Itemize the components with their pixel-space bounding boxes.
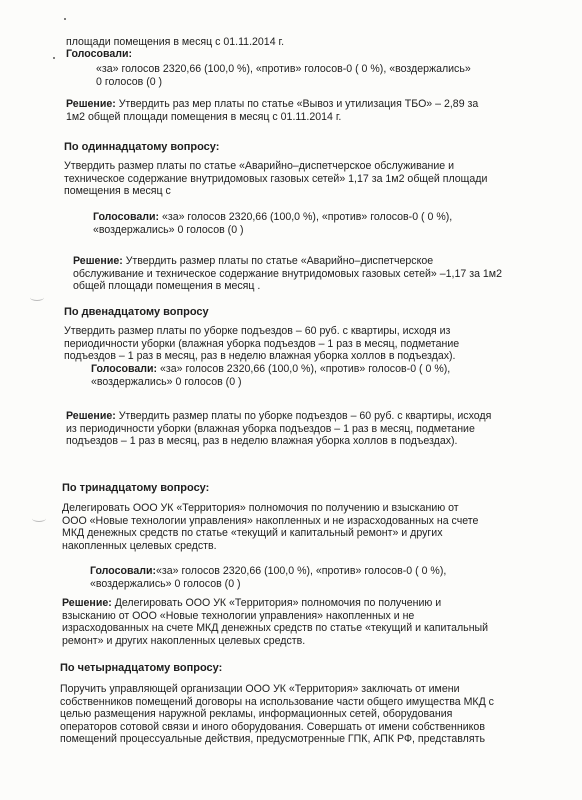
voting-label: Голосовали: bbox=[66, 48, 133, 60]
question-text: Поручить управляющей организации ООО УК «Территория» заключать от имени собственников помещений договоры на использование части общего имущества МКД с целью размещения наружной рекламы, информационных сетей, оборудования операторов сотовой связи и иного оборудования. Совершать от имени собственников помещений процессуальные действия, предусмотренные ГПК, АПК РФ, представлять bbox=[60, 683, 494, 746]
voting-result: Голосовали: «за» голосов 2320,66 (100,0 %), «против» голосов-0 ( 0 %), «воздержались» 0 голосов (0 ) bbox=[93, 211, 453, 236]
section-heading-14: По четырнадцатому вопросу: bbox=[60, 662, 223, 674]
section-heading-12: По двенадцатому вопросу bbox=[64, 306, 209, 318]
decision-paragraph: Решение: Утвердить размер платы по уборке подъездов – 60 руб. с квартиры, исходя из периодичности уборки (влажная уборка подъездов – 1 раз в месяц, подметание подъездов – 1 раз в месяц, раз в неделю влажная уборка холлов в подъездах). bbox=[66, 410, 492, 448]
voting-result: Голосовали: «за» голосов 2320,66 (100,0 %), «против» голосов-0 ( 0 %), «воздержались» 0 голосов (0 ) bbox=[91, 363, 451, 388]
question-text: Утвердить размер платы по статье «Аварийно–диспетчерское обслуживание и техническое содержание внутридомовых газовых сетей» 1,17 за 1м2 общей площади помещения в месяц с bbox=[64, 160, 488, 198]
paragraph-continued: площади помещения в месяц с 01.11.2014 г. bbox=[66, 36, 285, 48]
scan-speck bbox=[53, 57, 55, 59]
question-text: Делегировать ООО УК «Территория» полномочия по получению и взысканию от ООО «Новые технологии управления» накопленных и не израсходованных на счете МКД денежных средств по статье «текущий и капитальный ремонт» и других накопленных целевых средств. bbox=[62, 502, 479, 552]
voting-result: «за» голосов 2320,66 (100,0 %), «против» голосов-0 ( 0 %), «воздержались» 0 голосов (0 ) bbox=[96, 63, 471, 88]
scan-speck bbox=[64, 18, 66, 20]
voting-label: Голосовали: bbox=[91, 363, 158, 375]
decision-paragraph: Решение: Делегировать ООО УК «Территория» полномочия по получению и взысканию от ООО «Новые технологии управления» накопленных и не израсходованных на счете МКД денежных средств по статье «текущий и капитальный ремонт» и других накопленных целевых средств. bbox=[62, 597, 489, 647]
decision-label: Решение: bbox=[73, 255, 123, 267]
punch-hole-mark bbox=[30, 294, 44, 301]
voting-label: Голосовали: bbox=[90, 565, 157, 577]
section-heading-11: По одиннадцатому вопросу: bbox=[64, 141, 220, 153]
question-text: Утвердить размер платы по уборке подъездов – 60 руб. с квартиры, исходя из периодичности уборки (влажная уборка подъездов – 1 раз в месяц, подметание подъездов – 1 раз в месяц, раз в неделю влажная уборка холлов в подъездах). bbox=[64, 325, 460, 363]
voting-result: Голосовали:«за» голосов 2320,66 (100,0 %), «против» голосов-0 ( 0 %), «воздержались» 0 голосов (0 ) bbox=[90, 565, 447, 590]
voting-label: Голосовали: bbox=[93, 211, 160, 223]
section-heading-13: По тринадцатому вопросу: bbox=[62, 482, 210, 494]
punch-hole-mark bbox=[32, 515, 46, 522]
decision-paragraph: Решение: Утвердить раз мер платы по статье «Вывоз и утилизация ТБО» – 2,89 за 1м2 общей площади помещения в месяц с 01.11.2014 г. bbox=[66, 98, 479, 123]
decision-paragraph: Решение: Утвердить размер платы по статье «Аварийно–диспетчерское обслуживание и техническое содержание внутридомовых газовых сетей» –1,17 за 1м2 общей площади помещения в месяц . bbox=[73, 255, 502, 293]
decision-label: Решение: bbox=[62, 597, 112, 609]
decision-label: Решение: bbox=[66, 98, 116, 110]
decision-label: Решение: bbox=[66, 410, 116, 422]
